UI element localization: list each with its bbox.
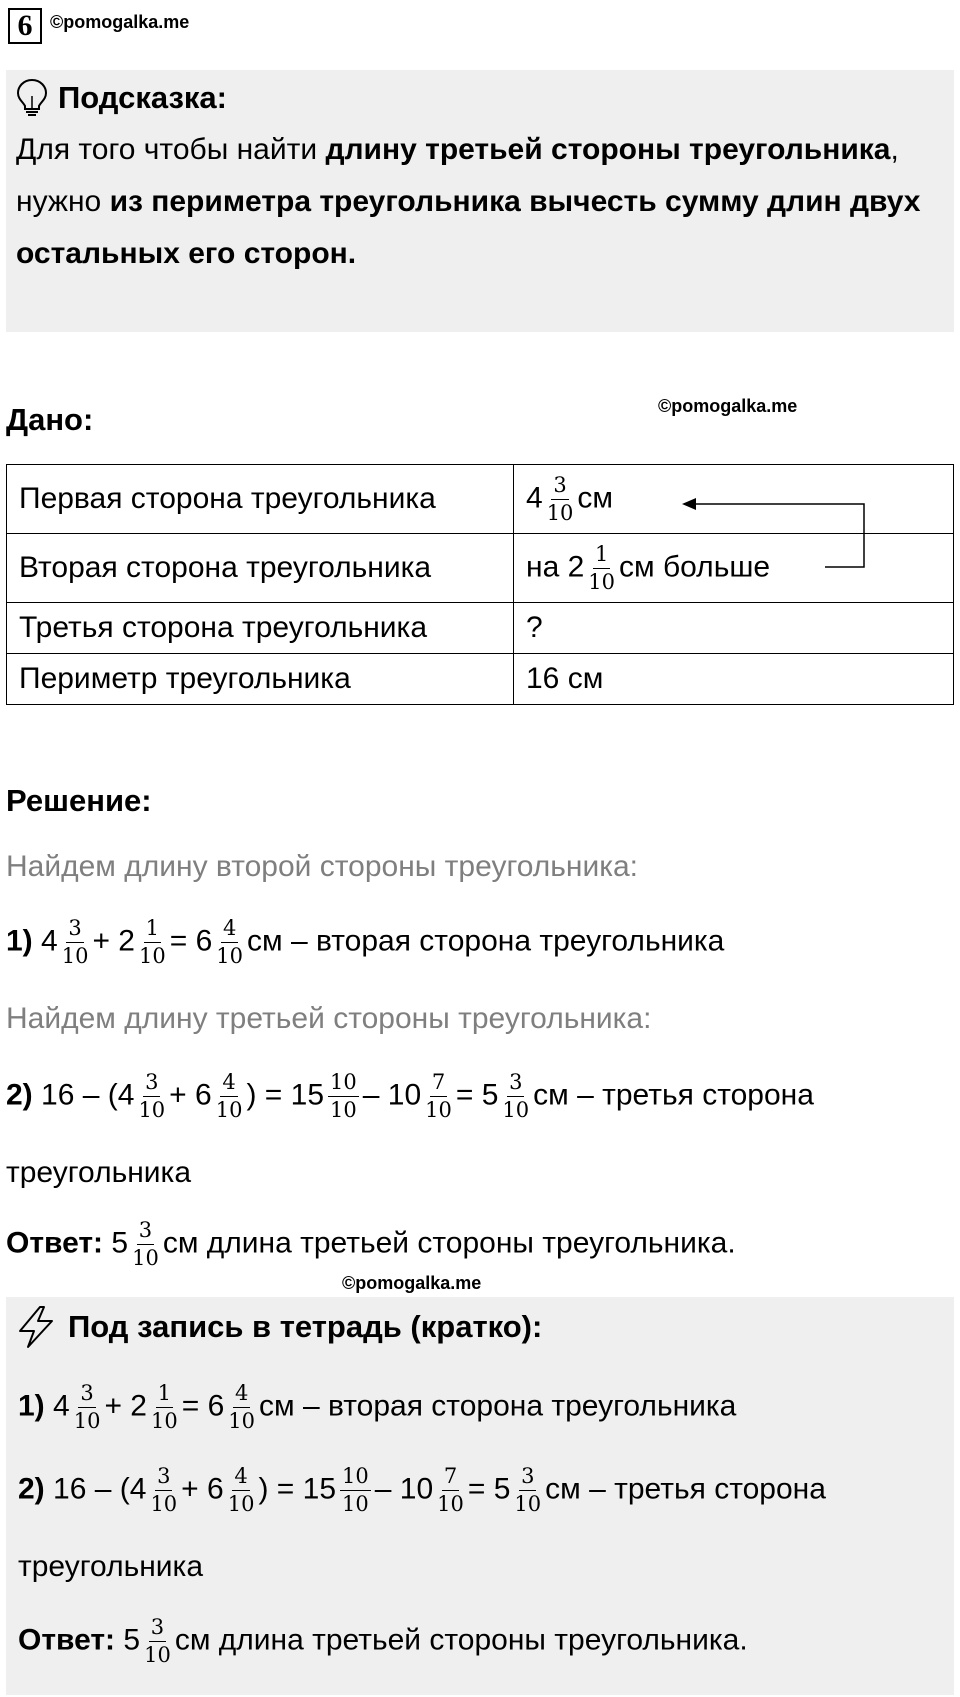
step2-note: Найдем длину третьей стороны треугольника: — [6, 1002, 652, 1035]
expr-part: + 6 — [181, 1472, 224, 1506]
value-unit: см больше — [619, 549, 771, 583]
hint-title-text: Подсказка: — [58, 80, 227, 115]
numerator: 3 — [155, 1466, 172, 1491]
numerator: 7 — [430, 1072, 447, 1097]
row-label: Первая сторона треугольника — [7, 465, 514, 534]
row-label: Вторая сторона треугольника — [7, 534, 514, 603]
numerator: 1 — [593, 544, 610, 569]
expr-part: = 5 — [467, 1472, 511, 1506]
fraction — [144, 1617, 171, 1666]
step2-continuation: треугольника — [6, 1156, 192, 1189]
lightning-icon — [16, 1305, 56, 1349]
task-number: 6 — [8, 8, 42, 44]
hint-part-1: Для того чтобы найти — [16, 133, 326, 166]
numerator: 3 — [78, 1383, 95, 1408]
step2-line — [6, 1072, 814, 1121]
fraction — [437, 1466, 464, 1515]
denominator: 10 — [138, 1098, 166, 1122]
row-label: Периметр треугольника — [7, 654, 514, 705]
fraction — [151, 1383, 178, 1432]
denominator: 10 — [588, 569, 616, 594]
expr-part: см – третья сторона — [545, 1472, 826, 1506]
step-label: 1) — [6, 924, 33, 958]
denominator: 10 — [342, 1492, 369, 1516]
table-row — [7, 603, 954, 654]
numerator: 1 — [156, 1383, 173, 1408]
denominator: 10 — [228, 1409, 256, 1433]
denominator: 10 — [61, 944, 89, 968]
numerator: 3 — [143, 1072, 160, 1097]
hint-title — [16, 78, 227, 118]
numerator: 7 — [442, 1466, 459, 1491]
fraction — [139, 918, 166, 967]
notebook-step1 — [18, 1383, 736, 1432]
expr-part: см длина третьей стороны треугольника. — [174, 1623, 748, 1657]
denominator: 10 — [215, 1098, 243, 1122]
row-value: ? — [514, 603, 954, 654]
denominator: 10 — [144, 1643, 171, 1667]
numerator: 1 — [144, 918, 161, 943]
value-unit: см — [577, 480, 614, 514]
answer-line — [6, 1220, 736, 1269]
expr-part: + 6 — [169, 1078, 212, 1112]
table-row — [7, 654, 954, 705]
fraction — [62, 918, 89, 967]
hint-part-4: из периметра треугольника вычесть сумму длин двух остальных его сторон. — [16, 185, 921, 270]
numerator: 3 — [149, 1617, 166, 1642]
fraction — [514, 1466, 541, 1515]
watermark-top: ©pomogalka.me — [50, 12, 190, 32]
fraction — [150, 1466, 177, 1515]
notebook-step2 — [18, 1466, 826, 1515]
step-label: 1) — [18, 1389, 45, 1423]
notebook-title — [16, 1305, 542, 1349]
denominator: 10 — [502, 1098, 530, 1122]
numerator: 10 — [340, 1466, 371, 1491]
fraction — [74, 1383, 101, 1432]
denominator: 10 — [151, 1409, 178, 1433]
hint-part-3: , нужно — [16, 133, 899, 218]
hint-part-2: длину третьей стороны треугольника — [325, 133, 891, 166]
expr-part: см – третья сторона — [533, 1078, 814, 1112]
step-label: 2) — [6, 1078, 33, 1112]
fraction — [228, 1383, 255, 1432]
expr-part: см – вторая сторона треугольника — [247, 924, 725, 958]
denominator: 10 — [73, 1409, 101, 1433]
step-label: 2) — [18, 1472, 45, 1506]
denominator: 10 — [150, 1492, 178, 1516]
fraction — [588, 541, 616, 594]
fraction — [328, 1072, 359, 1121]
fraction — [216, 918, 243, 967]
expr-part: = 6 — [169, 924, 213, 958]
denominator: 10 — [330, 1098, 357, 1122]
numerator: 4 — [233, 1383, 250, 1408]
numerator: 4 — [221, 918, 238, 943]
row-label: Третья сторона треугольника — [7, 603, 514, 654]
step1-line — [6, 918, 724, 967]
given-title: Дано: — [6, 402, 94, 437]
numerator: 3 — [137, 1220, 154, 1245]
numerator: 3 — [551, 475, 568, 500]
expr-part: = 6 — [181, 1389, 225, 1423]
fraction — [502, 1072, 529, 1121]
denominator: 10 — [139, 944, 166, 968]
numerator: 4 — [232, 1466, 249, 1491]
numerator: 4 — [220, 1072, 237, 1097]
fraction — [138, 1072, 165, 1121]
fraction — [425, 1072, 452, 1121]
denominator: 10 — [227, 1492, 255, 1516]
fraction — [228, 1466, 255, 1515]
answer-label: Ответ: — [18, 1623, 116, 1657]
fraction — [546, 472, 574, 525]
fraction — [216, 1072, 243, 1121]
expr-part: 16 – (4 — [53, 1472, 147, 1506]
denominator: 10 — [437, 1492, 464, 1516]
denominator: 10 — [132, 1246, 159, 1270]
expr-part: 5 — [123, 1623, 141, 1657]
expr-part: + 2 — [92, 924, 135, 958]
expr-part: ) = 15 — [246, 1078, 325, 1112]
answer-label: Ответ: — [6, 1226, 104, 1260]
expr-part: – 10 — [362, 1078, 422, 1112]
arrow-icon — [670, 492, 880, 572]
expr-part: ) = 15 — [258, 1472, 337, 1506]
fraction — [340, 1466, 371, 1515]
value-int: на 2 — [526, 549, 585, 583]
notebook-step2-continuation: треугольника — [18, 1550, 204, 1583]
denominator: 10 — [425, 1098, 452, 1122]
expr-part: – 10 — [374, 1472, 434, 1506]
denominator: 10 — [546, 500, 574, 525]
hint-text — [16, 124, 946, 280]
expr-part: = 5 — [455, 1078, 499, 1112]
notebook-title-text: Под запись в тетрадь (кратко): — [68, 1309, 543, 1344]
watermark-answer: ©pomogalka.me — [342, 1273, 482, 1293]
expr-part: см длина третьей стороны треугольника. — [162, 1226, 736, 1260]
numerator: 3 — [519, 1466, 536, 1491]
denominator: 10 — [216, 944, 244, 968]
notebook-answer — [18, 1617, 748, 1666]
expr-part: + 2 — [104, 1389, 147, 1423]
numerator: 3 — [507, 1072, 524, 1097]
solution-title: Решение: — [6, 783, 152, 818]
value-int: 4 — [526, 480, 543, 514]
expr-part: 4 — [41, 924, 58, 958]
expr-part: 16 – (4 — [41, 1078, 135, 1112]
watermark-given: ©pomogalka.me — [658, 396, 798, 416]
row-value: 16 см — [514, 654, 954, 705]
expr-part: 4 — [53, 1389, 70, 1423]
expr-part: см – вторая сторона треугольника — [259, 1389, 737, 1423]
numerator: 3 — [66, 918, 83, 943]
fraction — [132, 1220, 159, 1269]
expr-part: 5 — [111, 1226, 129, 1260]
lightbulb-icon — [16, 78, 48, 118]
denominator: 10 — [514, 1492, 542, 1516]
step1-note: Найдем длину второй стороны треугольника: — [6, 850, 639, 883]
numerator: 10 — [328, 1072, 359, 1097]
